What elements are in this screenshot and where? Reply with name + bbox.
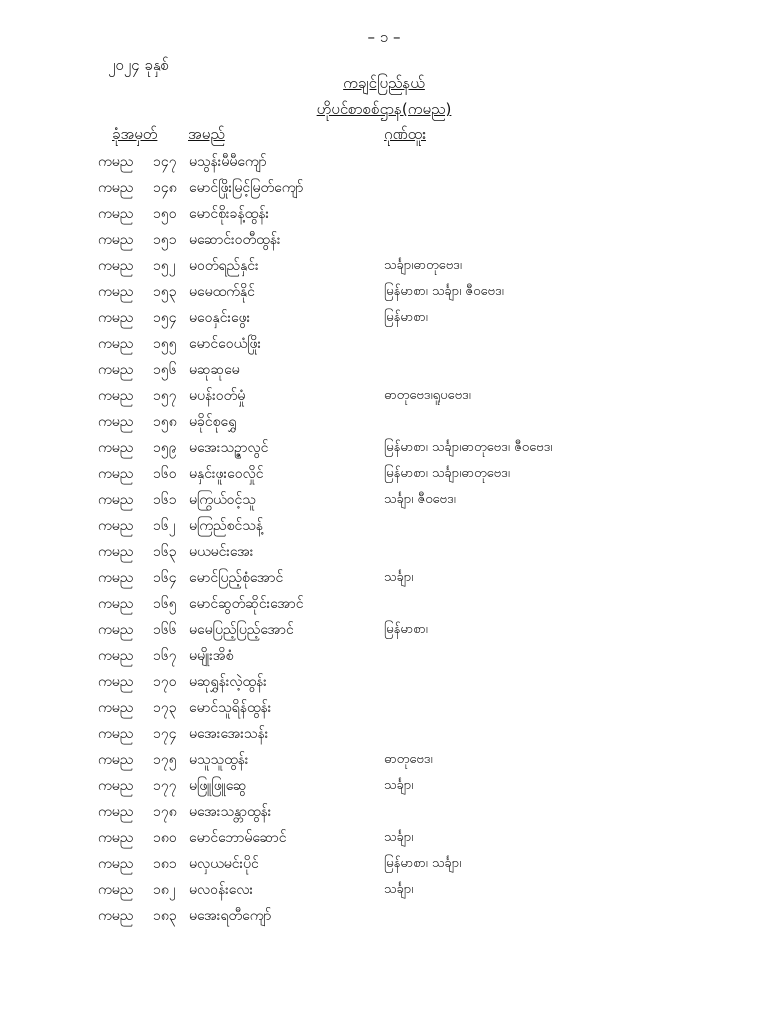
document-title: ကချင်ပြည်နယ် xyxy=(343,74,425,92)
row-subjects: မြန်မာစာ၊ သင်္ချာ၊ဓာတုဗေဒ၊ xyxy=(384,466,510,481)
table-row xyxy=(0,669,768,695)
row-number: ၁၅၇ xyxy=(153,388,177,404)
row-prefix: ကမည xyxy=(98,336,134,352)
row-number: ၁၆၁ xyxy=(153,492,177,508)
row-number: ၁၇၄ xyxy=(153,726,177,742)
row-subjects: သင်္ချာ၊ xyxy=(384,830,414,845)
table-row xyxy=(0,149,768,175)
row-prefix: ကမည xyxy=(98,258,134,274)
row-name: မနှင်းဖူးဝေလှိုင် xyxy=(189,466,264,482)
row-name: မသွန်းမီမီကျော် xyxy=(189,154,267,170)
year-label: ၂၀၂၄ ခုနှစ် xyxy=(108,56,170,74)
row-subjects: သင်္ချာ၊ ဇီဝဗေဒ၊ xyxy=(384,492,456,507)
table-row xyxy=(0,201,768,227)
table-row xyxy=(0,643,768,669)
row-number: ၁၅၈ xyxy=(153,414,177,430)
row-prefix: ကမည xyxy=(98,206,134,222)
row-number: ၁၇၃ xyxy=(153,700,177,716)
row-name: မောင်ဖြိုးမြင့်မြတ်ကျော် xyxy=(189,180,304,196)
row-name: မအေးသဉ္ဇာလွင် xyxy=(189,440,269,456)
row-subjects: ဓာတုဗေဒ၊ xyxy=(384,752,433,767)
row-name: မအေးအေးသန်း xyxy=(189,726,269,742)
row-prefix: ကမည xyxy=(98,778,134,794)
row-name: မအေးရတီကျော် xyxy=(189,908,272,924)
row-prefix: ကမည xyxy=(98,284,134,300)
row-name: မကြည်စင်သန့် xyxy=(189,518,264,534)
row-number: ၁၅၄ xyxy=(153,310,177,326)
row-prefix: ကမည xyxy=(98,388,134,404)
row-subjects: သင်္ချာ၊ xyxy=(384,570,414,585)
row-prefix: ကမည xyxy=(98,882,134,898)
row-name: မမေထက်နိုင် xyxy=(189,284,255,300)
table-row xyxy=(0,851,768,877)
row-name: မမျိုးအိစံ xyxy=(189,648,234,664)
row-prefix: ကမည xyxy=(98,700,134,716)
table-row xyxy=(0,591,768,617)
table-row xyxy=(0,903,768,929)
row-name: မဆုရွှန်းလဲ့ထွန်း xyxy=(189,674,267,690)
row-number: ၁၆၆ xyxy=(153,622,177,638)
table-row xyxy=(0,721,768,747)
row-prefix: ကမည xyxy=(98,622,134,638)
row-prefix: ကမည xyxy=(98,232,134,248)
row-number: ၁၈၃ xyxy=(153,908,177,924)
header-code: ခုံအမှတ် xyxy=(112,125,158,143)
row-name: မဆုဆုမေ xyxy=(189,362,240,378)
row-subjects: မြန်မာစာ၊ သင်္ချာ၊ဓာတုဗေဒ၊ ဇီဝဗေဒ၊ xyxy=(384,440,553,455)
row-prefix: ကမည xyxy=(98,440,134,456)
row-number: ၁၆၀ xyxy=(153,466,177,482)
table-row xyxy=(0,435,768,461)
row-subjects: သင်္ချာ၊ xyxy=(384,882,414,897)
table-row xyxy=(0,175,768,201)
row-number: ၁၆၃ xyxy=(153,544,177,560)
row-number: ၁၄၈ xyxy=(153,180,177,196)
row-subjects: မြန်မာစာ၊ သင်္ချာ၊ ဇီဝဗေဒ၊ xyxy=(384,284,504,299)
row-number: ၁၅၁ xyxy=(153,232,177,248)
row-number: ၁၇၇ xyxy=(153,778,177,794)
row-prefix: ကမည xyxy=(98,466,134,482)
row-name: မလဝန်းလေး xyxy=(189,882,254,898)
table-row xyxy=(0,747,768,773)
header-name: အမည် xyxy=(188,125,225,143)
row-name: မခိုင်စုရွှေ xyxy=(189,414,237,430)
row-number: ၁၈၂ xyxy=(153,882,176,898)
row-prefix: ကမည xyxy=(98,726,134,742)
row-prefix: ကမည xyxy=(98,856,134,872)
row-name: မသူသူထွန်း xyxy=(189,752,249,768)
table-row xyxy=(0,383,768,409)
row-number: ၁၅၅ xyxy=(153,336,177,352)
table-row xyxy=(0,773,768,799)
table-row xyxy=(0,617,768,643)
row-prefix: ကမည xyxy=(98,414,134,430)
header-subjects: ဂုဏ်ထူး xyxy=(384,125,426,143)
table-row xyxy=(0,825,768,851)
row-subjects: သင်္ချာ၊ဓာတုဗေဒ၊ xyxy=(384,258,462,273)
table-row xyxy=(0,487,768,513)
row-name: မောင်ပြည့်စုံအောင် xyxy=(189,570,284,586)
row-number: ၁၄၇ xyxy=(153,154,177,170)
table-row xyxy=(0,539,768,565)
row-subjects: ဓာတုဗေဒ၊ရူပဗေဒ၊ xyxy=(384,388,471,403)
row-number: ၁၅၆ xyxy=(153,362,177,378)
row-prefix: ကမည xyxy=(98,310,134,326)
row-number: ၁၆၂ xyxy=(153,518,176,534)
table-row xyxy=(0,409,768,435)
page-number: – ၁ – xyxy=(367,28,401,46)
row-prefix: ကမည xyxy=(98,180,134,196)
table-row xyxy=(0,695,768,721)
row-number: ၁၆၇ xyxy=(153,648,177,664)
row-number: ၁၆၄ xyxy=(153,570,177,586)
row-prefix: ကမည xyxy=(98,908,134,924)
row-name: မဝတ်ရည်နှင်း xyxy=(189,258,259,274)
results-list xyxy=(0,149,768,929)
row-name: မဆောင်းဝတီထွန်း xyxy=(189,232,281,248)
table-row xyxy=(0,331,768,357)
row-name: မဝေနှင်းဖွေး xyxy=(189,310,251,326)
table-row xyxy=(0,461,768,487)
table-row xyxy=(0,279,768,305)
document-subtitle: ဟိုပင်စာစစ်ဌာန(ကမည) xyxy=(316,100,452,118)
row-subjects: မြန်မာစာ၊ xyxy=(384,622,428,637)
table-row xyxy=(0,227,768,253)
row-name: မယမင်းအေး xyxy=(189,544,254,560)
table-row xyxy=(0,253,768,279)
row-number: ၁၅၃ xyxy=(153,284,177,300)
row-number: ၁၈၁ xyxy=(153,856,177,872)
row-prefix: ကမည xyxy=(98,362,134,378)
row-name: မောင်သူရိန်ထွန်း xyxy=(189,700,272,716)
row-name: မောင်ဆွတ်ဆိုင်းအောင် xyxy=(189,596,304,612)
row-name: မကြွယ်ဝင့်သူ xyxy=(189,492,256,508)
row-number: ၁၇၈ xyxy=(153,804,177,820)
row-prefix: ကမည xyxy=(98,492,134,508)
row-prefix: ကမည xyxy=(98,518,134,534)
row-prefix: ကမည xyxy=(98,830,134,846)
table-row xyxy=(0,357,768,383)
row-number: ၁၅၂ xyxy=(153,258,176,274)
row-number: ၁၇၀ xyxy=(153,674,177,690)
row-number: ၁၈၀ xyxy=(153,830,177,846)
table-row xyxy=(0,513,768,539)
row-number: ၁၇၅ xyxy=(153,752,177,768)
row-prefix: ကမည xyxy=(98,154,134,170)
table-row xyxy=(0,565,768,591)
table-row xyxy=(0,877,768,903)
row-name: မဖြူဖြူဆွေ xyxy=(189,778,247,794)
row-number: ၁၆၅ xyxy=(153,596,177,612)
table-row xyxy=(0,799,768,825)
row-name: မမေပြည့်ပြည့်အောင် xyxy=(189,622,294,638)
row-prefix: ကမည xyxy=(98,804,134,820)
row-name: မောင်ဝေယံဖြိုး xyxy=(189,336,262,352)
row-prefix: ကမည xyxy=(98,570,134,586)
row-prefix: ကမည xyxy=(98,596,134,612)
row-prefix: ကမည xyxy=(98,674,134,690)
row-name: မအေးသန္တာထွန်း xyxy=(189,804,272,820)
row-name: မောင်ဘောမ်ဆောင် xyxy=(189,830,287,846)
row-prefix: ကမည xyxy=(98,648,134,664)
row-name: မလှယမင်းပိုင် xyxy=(189,856,259,872)
row-subjects: သင်္ချာ၊ xyxy=(384,778,414,793)
table-header xyxy=(0,125,768,147)
row-subjects: မြန်မာစာ၊ သင်္ချာ၊ xyxy=(384,856,462,871)
row-name: မပန်းဝတ်မှုံ xyxy=(189,388,246,404)
row-subjects: မြန်မာစာ၊ xyxy=(384,310,428,325)
row-name: မောင်စိုးခန့်ထွန်း xyxy=(189,206,270,222)
row-prefix: ကမည xyxy=(98,752,134,768)
row-number: ၁၅၀ xyxy=(153,206,177,222)
table-row xyxy=(0,305,768,331)
row-number: ၁၅၉ xyxy=(153,440,177,456)
row-prefix: ကမည xyxy=(98,544,134,560)
